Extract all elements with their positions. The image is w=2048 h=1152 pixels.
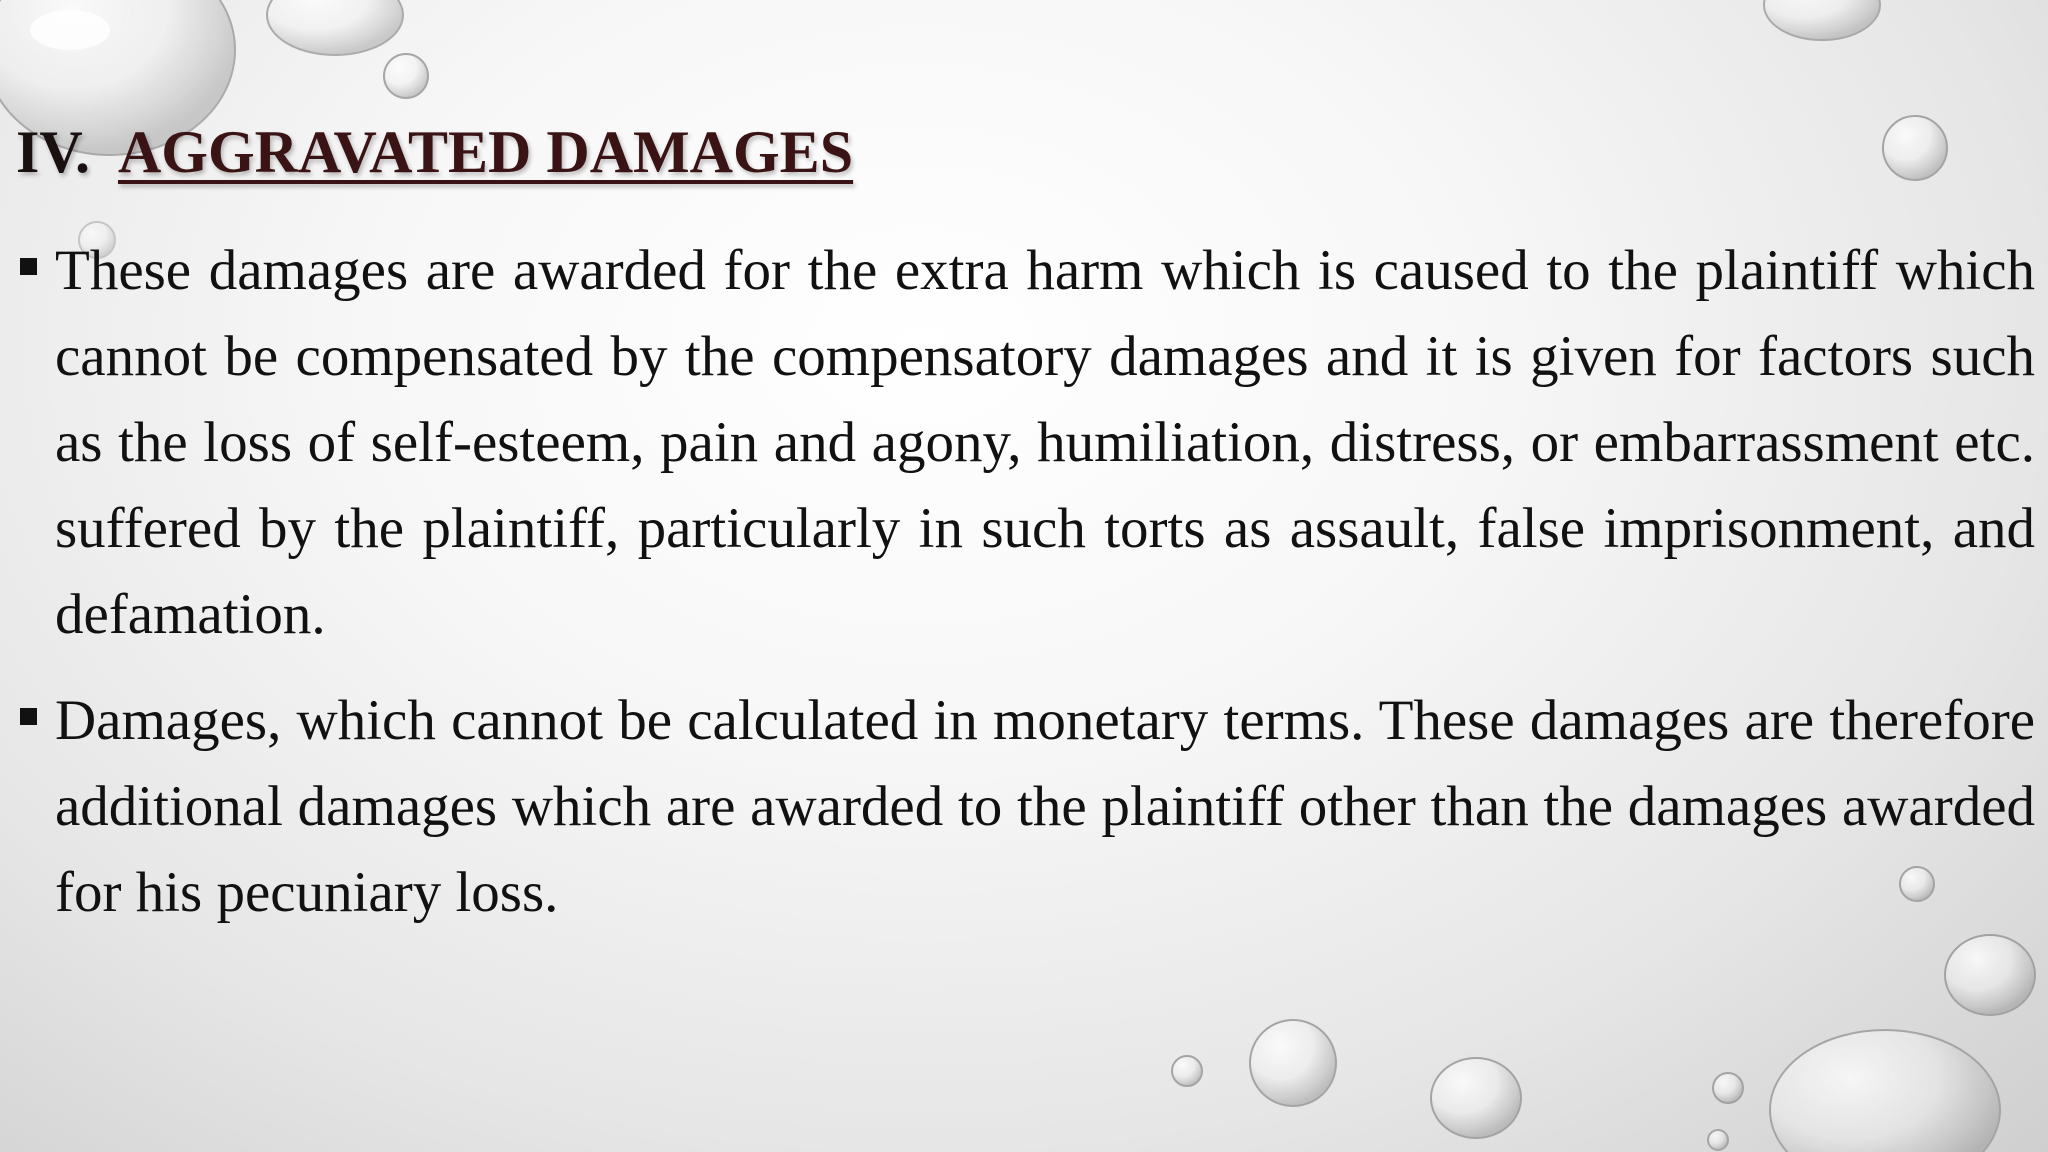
heading-number: IV. <box>16 119 90 185</box>
bullet-list <box>20 228 2035 956</box>
square-bullet-icon <box>20 708 37 725</box>
water-droplet-icon <box>1708 1130 1728 1150</box>
slide-heading <box>16 118 853 187</box>
water-droplet-icon <box>267 0 403 55</box>
heading-title: AGGRAVATED DAMAGES <box>117 119 854 185</box>
square-bullet-icon <box>20 258 37 275</box>
water-droplet-icon <box>1431 1058 1521 1138</box>
water-droplet-icon <box>1172 1056 1202 1086</box>
water-droplet-icon <box>1764 0 1880 40</box>
water-droplet-icon <box>1250 1020 1336 1106</box>
water-droplet-icon <box>1770 1030 2000 1152</box>
water-droplet-icon <box>384 54 428 98</box>
bullet-item <box>20 678 2035 936</box>
water-droplet-icon <box>1713 1073 1743 1103</box>
bullet-text: These damages are awarded for the extra harm which is caused to the plaintiff which cannot be compensated by the compensatory damages and it is given for factors such as the loss of self-esteem, pain and agony, humiliation, distress, or embarrassment etc. suffered by the plaintiff, particularly in such torts as assault, false imprisonment, and defamation. <box>55 239 2035 646</box>
water-droplet-icon <box>1883 116 1947 180</box>
bullet-item <box>20 228 2035 658</box>
bullet-text: Damages, which cannot be calculated in monetary terms. These damages are therefore additional damages which are awarded to the plaintiff other than the damages awarded for his pecuniary loss. <box>55 689 2035 924</box>
